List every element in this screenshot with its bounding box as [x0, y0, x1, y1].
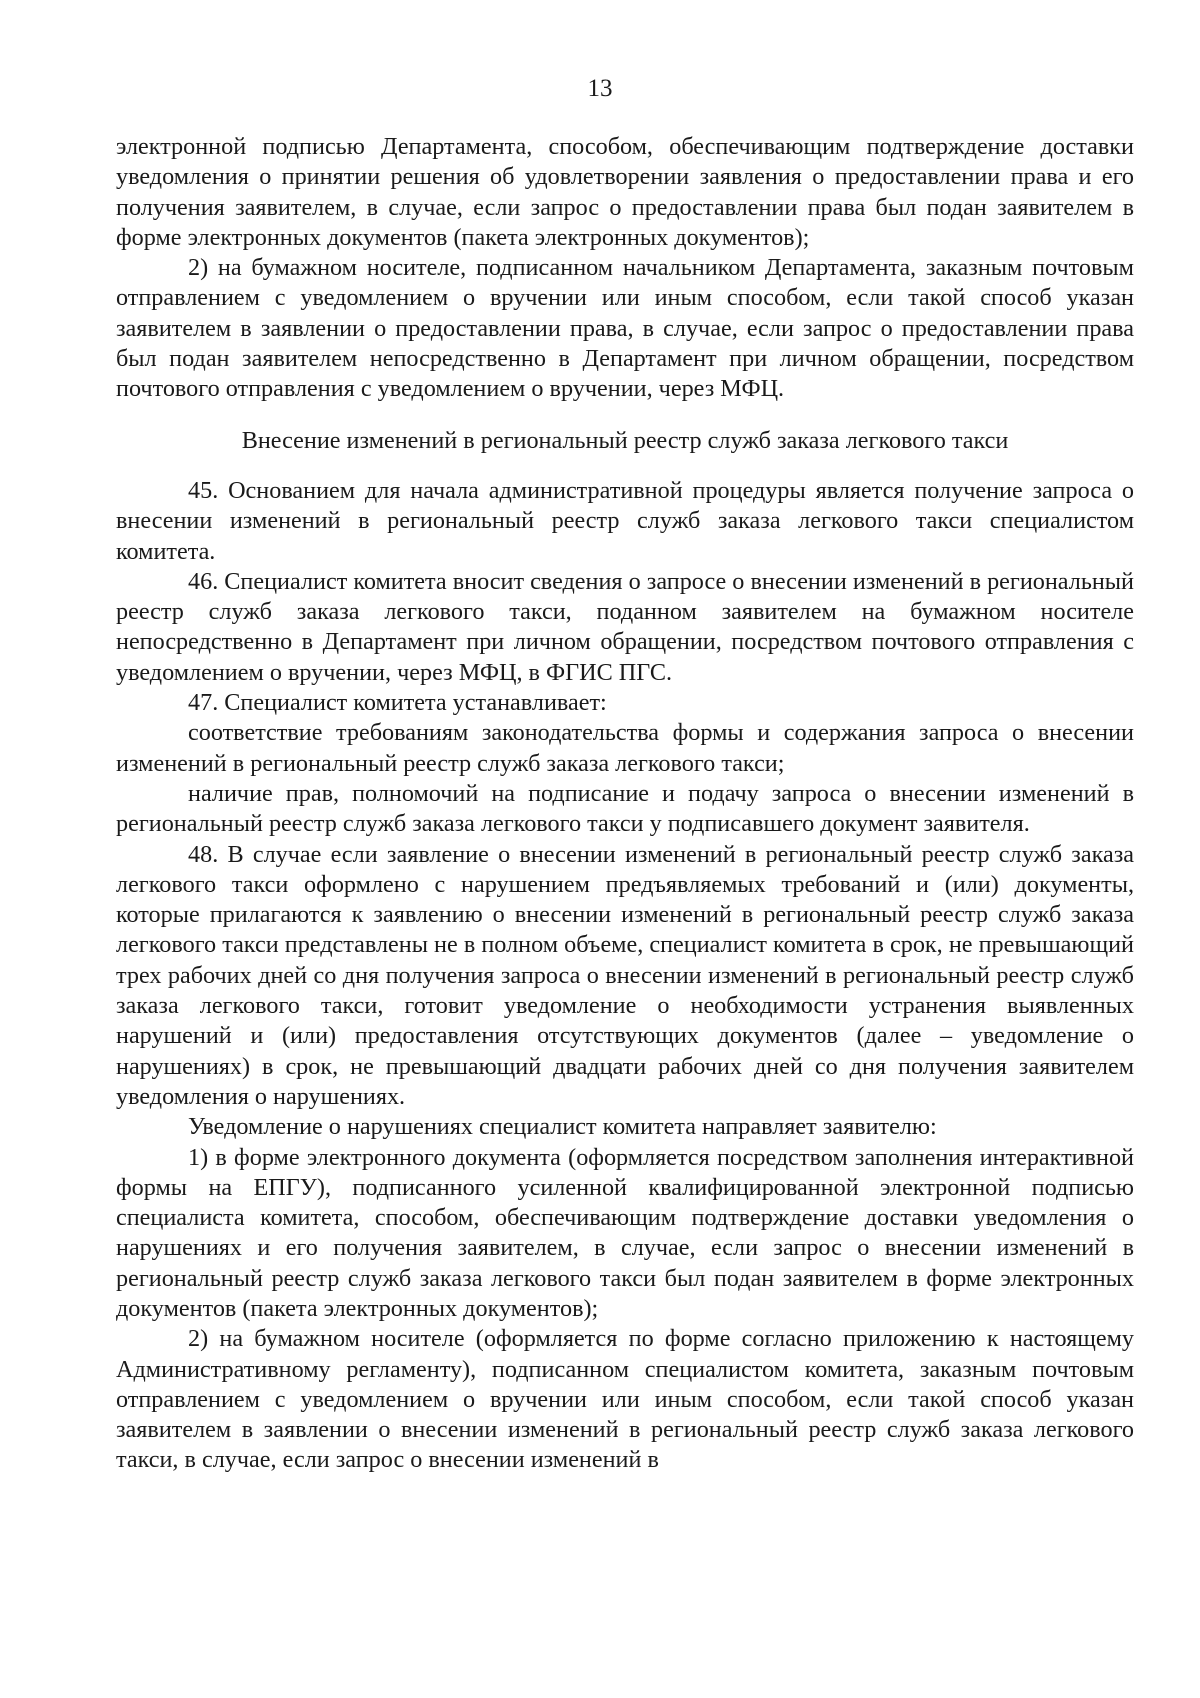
document-body — [116, 132, 1134, 1476]
paragraph-46: 46. Специалист комитета вносит сведения о запросе о внесении изменений в региональный реестр служб заказа легкового такси, поданном заявителем на бумажном носителе непосредственно в Департамент при личном обращении, посредством почтового отправления с уведомлением о вручении, через МФЦ, в ФГИС ПГС. — [116, 567, 1134, 686]
paragraph-notification-paper: 2) на бумажном носителе (оформляется по форме согласно приложению к настоящему Административному регламенту), подписанном специалистом комитета, заказным почтовым отправлением с уведомлением о вручении или иным способом, если такой способ указан заявителем в заявлении о внесении изменений в региональный реестр служб заказа легкового такси, в случае, если запрос о внесении изменений в — [116, 1325, 1134, 1474]
paragraph-continuation: электронной подписью Департамента, способом, обеспечивающим подтверждение доставки уведомления о принятии решения об удовлетворении заявления о предоставлении права и его получения заявителем, в случае, если запрос о предоставлении права был подан заявителем в форме электронных документов (пакета электронных документов); — [116, 133, 1134, 251]
paragraph-45: 45. Основанием для начала административной процедуры является получение запроса о внесении изменений в региональный реестр служб заказа легкового такси специалистом комитета. — [116, 476, 1134, 565]
section-heading: Внесение изменений в региональный реестр служб заказа легкового такси — [241, 426, 1009, 454]
paragraph-47: 47. Специалист комитета устанавливает: — [188, 689, 607, 717]
paragraph-notification-electronic: 1) в форме электронного документа (оформляется посредством заполнения интерактивной формы на ЕПГУ), подписанного усиленной квалифицированной электронной подписью специалиста комитета, способом, обеспечивающим подтверждение доставки уведомления о нарушениях и его получения заявителем, в случае, если запрос о внесении изменений в региональный реестр служб заказа легкового такси был подан заявителем в форме электронных документов (пакета электронных документов); — [116, 1143, 1134, 1322]
paragraph-47-conformity: соответствие требованиям законодательства формы и содержания запроса о внесении изменений в региональный реестр служб заказа легкового такси; — [116, 719, 1134, 777]
page-number: 13 — [587, 75, 613, 102]
paragraph-item-2-paper: 2) на бумажном носителе, подписанном начальником Департамента, заказным почтовым отправлением с уведомлением о вручении или иным способом, если такой способ указан заявителем в заявлении о предоставлении права, в случае, если запрос о предоставлении права был подан заявителем непосредственно в Департамент при личном обращении, посредством почтового отправления с уведомлением о вручении, через МФЦ. — [116, 254, 1134, 403]
paragraph-notification-intro: Уведомление о нарушениях специалист комитета направляет заявителю: — [188, 1113, 937, 1141]
paragraph-48: 48. В случае если заявление о внесении изменений в региональный реестр служб заказа легкового такси оформлено с нарушением предъявляемых требований и (или) документы, которые прилагаются к заявлению о внесении изменений в региональный реестр служб заказа легкового такси представлены не в полном объеме, специалист комитета в срок, не превышающий трех рабочих дней со дня получения запроса о внесении изменений в региональный реестр служб заказа легкового такси, готовит уведомление о необходимости устранения выявленных нарушений и (или) предоставления отсутствующих документов (далее – уведомление о нарушениях) в срок, не превышающий двадцати рабочих дней со дня получения заявителем уведомления о нарушениях. — [116, 840, 1134, 1110]
paragraph-47-authority: наличие прав, полномочий на подписание и подачу запроса о внесении изменений в региональный реестр служб заказа легкового такси у подписавшего документ заявителя. — [116, 779, 1134, 838]
